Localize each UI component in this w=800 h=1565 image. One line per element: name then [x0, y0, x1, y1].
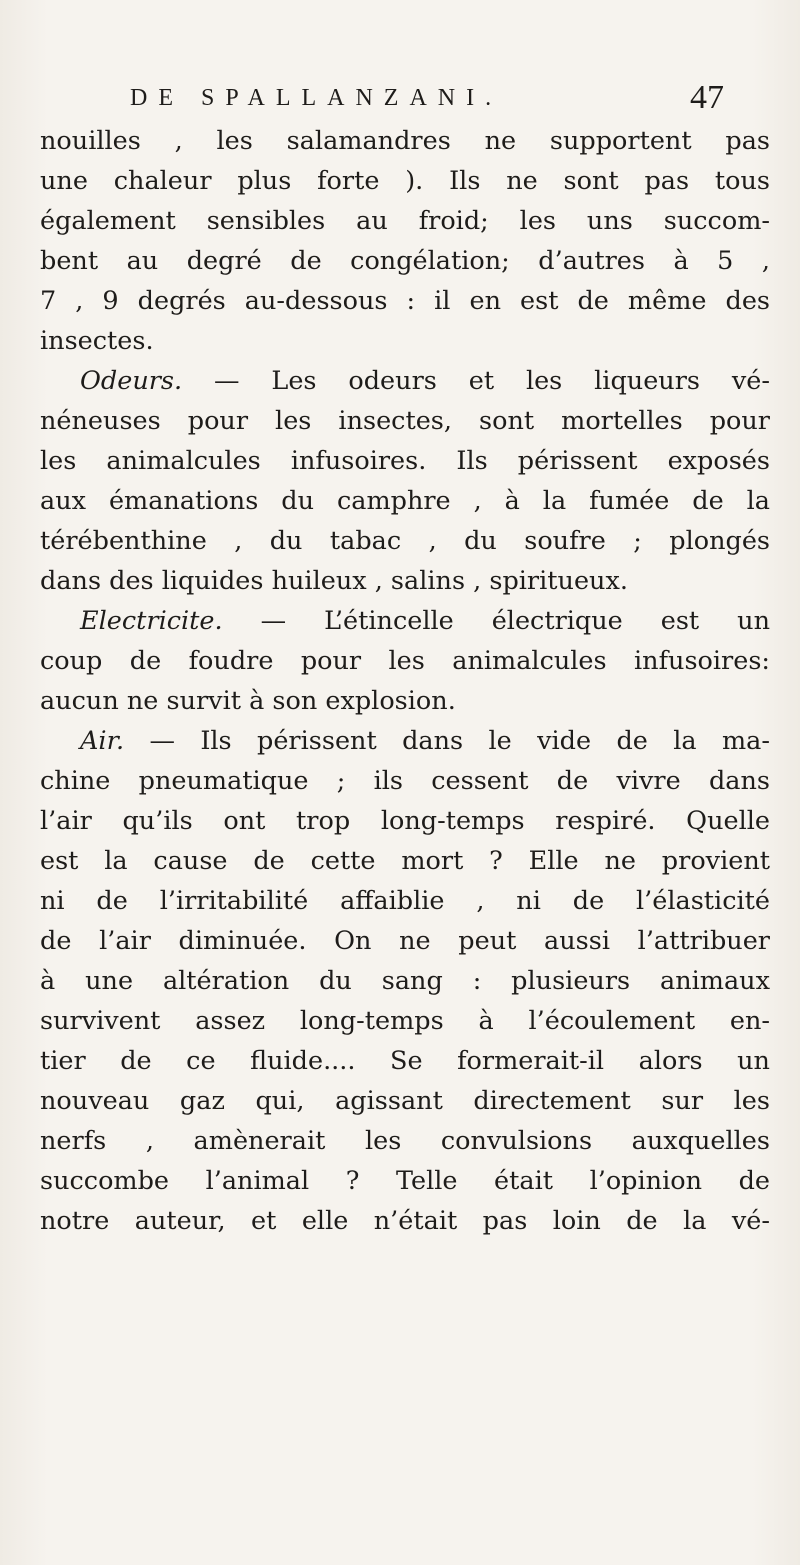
text-line: néneuses pour les insectes, sont mortelles pour: [40, 406, 770, 436]
text-line: nouveau gaz qui, agissant directement sur les: [40, 1086, 770, 1116]
section-head-odeurs: Odeurs.: [80, 366, 183, 396]
section-head-air: Air.: [80, 726, 125, 756]
text-line: bent au degré de congélation; d’autres à 5 ,: [40, 246, 770, 276]
text-line: dans des liquides huileux , salins , spiritueux.: [40, 566, 628, 596]
text-line: ni de l’irritabilité affaiblie , ni de l’élasticité: [40, 886, 770, 916]
text-line: térébenthine , du tabac , du soufre ; plongés: [40, 526, 770, 556]
text-line: tier de ce fluide.... Se formerait-il alors un: [40, 1046, 770, 1076]
text-line: nouilles , les salamandres ne supportent pas: [40, 126, 770, 156]
running-title: DE SPALLANZANI.: [130, 85, 503, 111]
text-line: de l’air diminuée. On ne peut aussi l’attribuer: [40, 926, 770, 956]
page-number: 47: [690, 79, 724, 116]
body-text: [40, 121, 770, 1241]
paragraph-first-line: [40, 721, 770, 761]
text-line: nerfs , amènerait les convulsions auxquelles: [40, 1126, 770, 1156]
text-line: notre auteur, et elle n’était pas loin de la vé-: [40, 1206, 770, 1236]
text-line: insectes.: [40, 326, 154, 356]
text-line: 7 , 9 degrés au-dessous : il en est de même des: [40, 286, 770, 316]
section-head-electricite: Electricite.: [80, 606, 223, 636]
text-line: est la cause de cette mort ? Elle ne provient: [40, 846, 770, 876]
text-line: les animalcules infusoires. Ils périssent exposés: [40, 446, 770, 476]
line-rest: — Les odeurs et les liqueurs vé-: [182, 366, 770, 396]
text-line: aux émanations du camphre , à la fumée de la: [40, 486, 770, 516]
text-line: à une altération du sang : plusieurs animaux: [40, 966, 770, 996]
text-line: chine pneumatique ; ils cessent de vivre dans: [40, 766, 770, 796]
text-line: également sensibles au froid; les uns succom-: [40, 206, 770, 236]
text-line: succombe l’animal ? Telle était l’opinion de: [40, 1166, 770, 1196]
text-line: survivent assez long-temps à l’écoulement en-: [40, 1006, 770, 1036]
paragraph-first-line: [40, 361, 770, 401]
line-rest: — Ils périssent dans le vide de la ma-: [124, 726, 770, 756]
text-line: une chaleur plus forte ). Ils ne sont pas tous: [40, 166, 770, 196]
text-line: aucun ne survit à son explosion.: [40, 686, 456, 716]
text-line: l’air qu’ils ont trop long-temps respiré. Quelle: [40, 806, 770, 836]
page-header: [0, 78, 800, 118]
paragraph-first-line: [40, 601, 770, 641]
text-line: coup de foudre pour les animalcules infusoires:: [40, 646, 770, 676]
line-rest: — L’étincelle électrique est un: [222, 606, 770, 636]
